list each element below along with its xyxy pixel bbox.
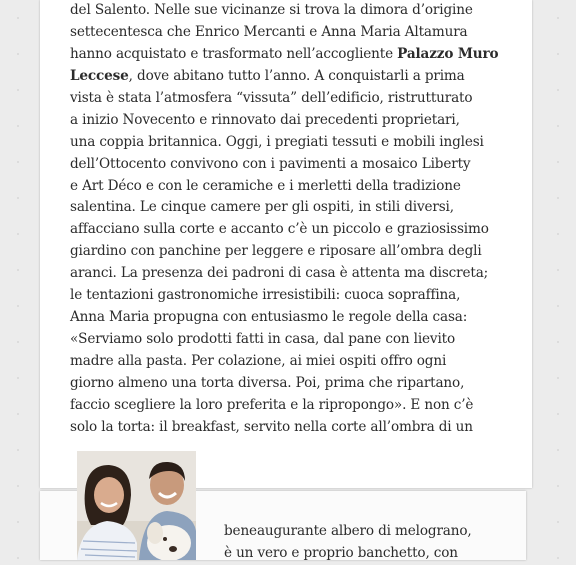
text-line: beneaugurante albero di melograno, — [224, 523, 472, 539]
couple-with-dog-photo — [77, 451, 196, 560]
text-line — [70, 66, 510, 88]
text-line: faccio scegliere la loro preferita e la ripropongo». E non c’è — [70, 396, 474, 413]
text-line: una coppia britannica. Oggi, i pregiati tessuti e mobili inglesi — [70, 133, 484, 150]
text-line: affacciano sulla corte e accanto c’è un piccolo e graziosissimo — [70, 221, 489, 238]
text-line: Anna Maria propugna con entusiasmo le regole della casa: — [70, 309, 468, 326]
text-line: dell’Ottocento convivono con i pavimenti a mosaico Liberty — [70, 155, 471, 172]
hotel-name-bold-continued: Leccese — [70, 67, 129, 84]
text-segment: hanno acquistato e trasformato nell’accogliente — [70, 45, 398, 62]
text-line: «Serviamo solo prodotti fatti in casa, dal pane con lievito — [70, 331, 456, 348]
text-line: vista è stata l’atmosfera “vissuta” dell’edificio, ristrutturato — [70, 89, 473, 106]
text-line: giorno almeno una torta diversa. Poi, prima che ripartano, — [70, 374, 465, 391]
text-line: è un vero e proprio banchetto, con — [224, 544, 458, 561]
text-line: salentina. Le cinque camere per gli ospiti, in stili diversi, — [70, 199, 454, 216]
text-line: e Art Déco e con le ceramiche e i merletti della tradizione — [70, 177, 461, 194]
text-line: del Salento. Nelle sue vicinanze si trova la dimora d’origine — [70, 2, 473, 18]
text-line: a inizio Novecento e rinnovato dai precedenti proprietari, — [70, 111, 460, 128]
text-line: solo la torta: il breakfast, servito nella corte all’ombra di un — [70, 418, 473, 435]
text-line: madre alla pasta. Per colazione, ai miei ospiti offro ogni — [70, 353, 447, 369]
text-line: aranci. La presenza dei padroni di casa è attenta ma discreta; — [70, 265, 489, 282]
text-line: le tentazioni gastronomiche irresistibili: cuoca sopraffina, — [70, 287, 461, 304]
text-line — [70, 44, 510, 66]
text-line: giardino con panchine per leggere e riposare all’ombra degli — [70, 243, 482, 260]
hotel-name-bold: Palazzo Muro — [397, 45, 499, 62]
article-body — [70, 0, 510, 439]
article-continuation — [224, 521, 524, 565]
photo-illustration — [77, 451, 196, 560]
text-line: settecentesca che Enrico Mercanti e Anna Maria Altamura — [70, 23, 468, 40]
text-segment: , dove abitano tutto l’anno. A conquistarli a prima — [128, 67, 465, 84]
